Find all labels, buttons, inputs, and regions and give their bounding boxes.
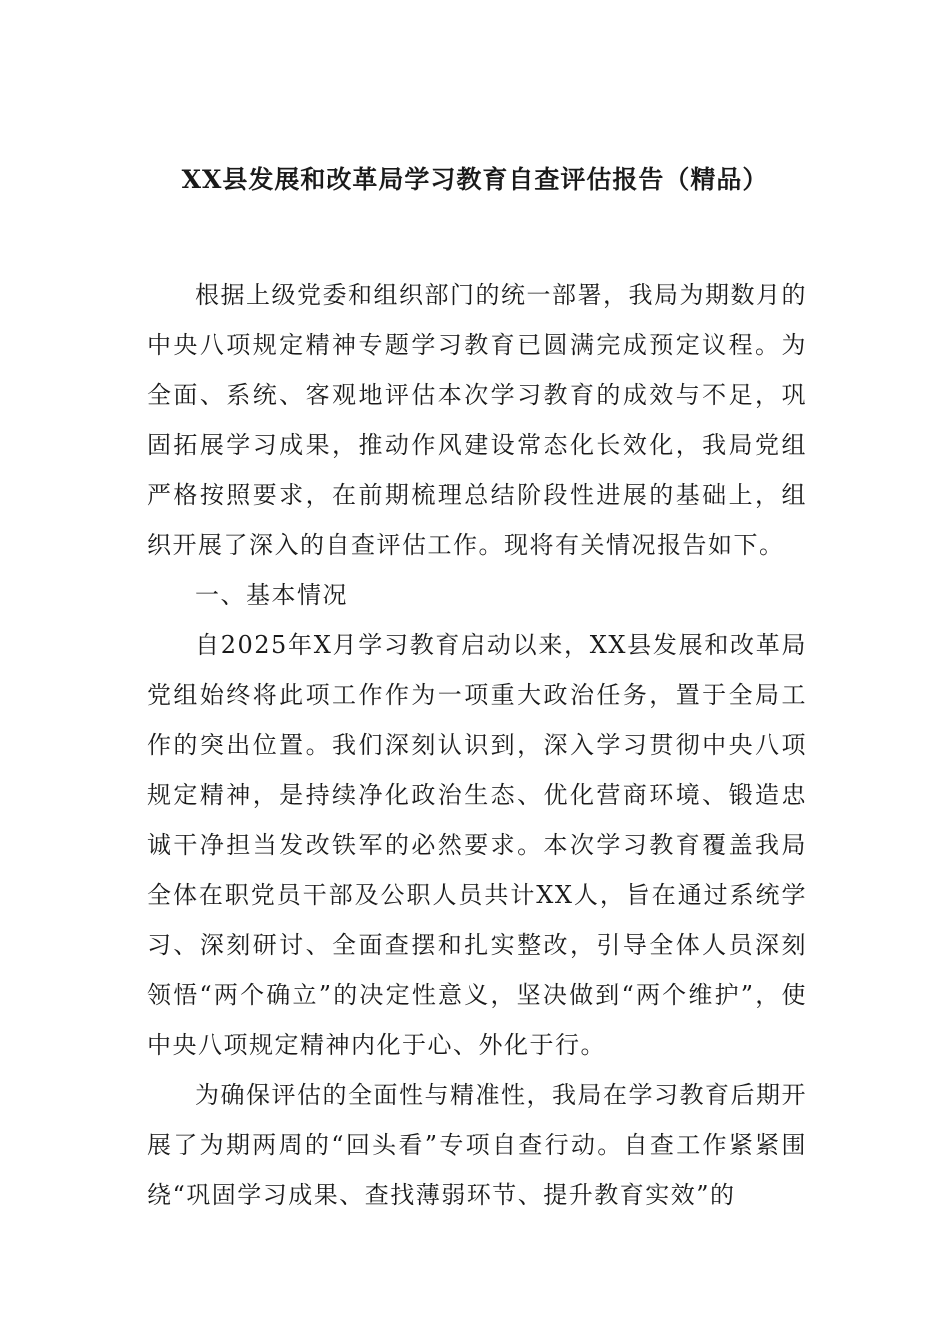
section-heading-basic-situation: 一、基本情况 — [195, 581, 348, 609]
intro-paragraph: 根据上级党委和组织部门的统一部署，我局为期数月的中央八项规定精神专题学习教育已圆满完成预定议程。为全面、系统、客观地评估本次学习教育的成效与不足，巩固拓展学习成果，推动作风建设常态化长效化，我局党组严格按照要求，在前期梳理总结阶段性进展的基础上，组织开展了深入的自查评估工作。现将有关情况报告如下。 — [147, 281, 807, 559]
document-title: XX县发展和改革局学习教育自查评估报告（精品） — [181, 165, 769, 194]
section-paragraph-1: 自2025年X月学习教育启动以来，XX县发展和改革局党组始终将此项工作作为一项重大政治任务，置于全局工作的突出位置。我们深刻认识到，深入学习贯彻中央八项规定精神，是持续净化政治生态、优化营商环境、锻造忠诚干净担当发改铁军的必然要求。本次学习教育覆盖我局全体在职党员干部及公职人员共计XX人，旨在通过系统学习、深刻研讨、全面查摆和扎实整改，引导全体人员深刻领悟“两个确立”的决定性意义，坚决做到“两个维护”，使中央八项规定精神内化于心、外化于行。 — [147, 631, 807, 1059]
document-body — [147, 270, 807, 1220]
section-paragraph-2: 为确保评估的全面性与精准性，我局在学习教育后期开展了为期两周的“回头看”专项自查行动。自查工作紧紧围绕“巩固学习成果、查找薄弱环节、提升教育实效”的 — [147, 1081, 807, 1209]
